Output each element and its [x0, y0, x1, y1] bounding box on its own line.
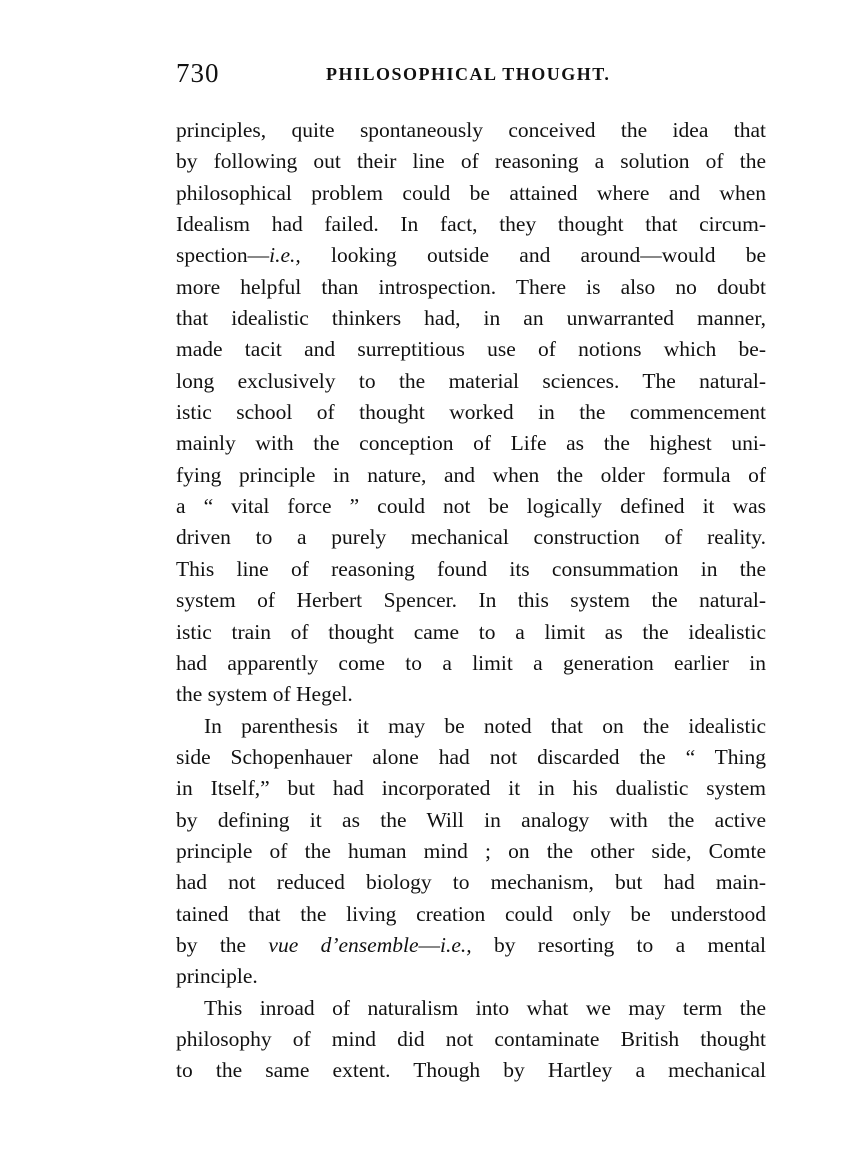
text-fragment: looking outside and around—would be: [300, 243, 766, 268]
text-line: system of Herbert Spencer. In this system the natural-: [176, 588, 766, 613]
italic-abbreviation: i.e.,: [269, 243, 301, 268]
text-fragment: spection—: [176, 243, 270, 268]
text-line: the system of Hegel.: [176, 682, 353, 707]
text-line: This inroad of naturalism into what we may term the: [204, 995, 766, 1020]
text-line: driven to a purely mechanical construction of reality.: [176, 525, 766, 550]
text-line: that idealistic thinkers had, in an unwarranted manner,: [176, 306, 766, 331]
text-line: istic train of thought came to a limit as the idealistic: [176, 619, 766, 644]
text-line: principle.: [176, 964, 258, 989]
page-number: 730: [176, 58, 220, 88]
body-text: [176, 115, 766, 1087]
text-line: by defining it as the Will in analogy with the active: [176, 807, 766, 832]
text-line: in Itself,” but had incorporated it in his dualistic system: [176, 776, 766, 801]
text-line: a “ vital force ” could not be logically defined it was: [176, 494, 766, 519]
running-head: PHILOSOPHICAL THOUGHT.: [326, 64, 611, 84]
text-line: principles, quite spontaneously conceived the idea that: [176, 118, 766, 142]
text-line: mainly with the conception of Life as the highest uni-: [176, 431, 766, 456]
text-fragment: by resorting to a mental: [471, 932, 766, 957]
italic-abbreviation: i.e.,: [440, 932, 472, 957]
text-line: This line of reasoning found its consummation in the: [176, 556, 766, 581]
italic-phrase: vue d’ensemble: [268, 932, 419, 957]
text-line: had apparently come to a limit a generation earlier in: [176, 650, 766, 675]
text-line: In parenthesis it may be noted that on the idealistic: [204, 713, 766, 738]
text-line: tained that the living creation could only be understood: [176, 901, 766, 926]
text-line: principle of the human mind ; on the other side, Comte: [176, 838, 766, 863]
text-line: [176, 240, 766, 271]
text-fragment: —: [418, 932, 440, 957]
text-fragment: by the: [176, 932, 269, 957]
text-line: made tacit and surreptitious use of notions which be-: [176, 337, 766, 362]
text-line: istic school of thought worked in the commencement: [176, 400, 766, 425]
text-line: philosophy of mind did not contaminate British thought: [176, 1026, 766, 1051]
text-line: fying principle in nature, and when the older formula of: [176, 462, 766, 487]
text-line: by following out their line of reasoning a solution of the: [176, 149, 766, 174]
text-line: [176, 930, 766, 961]
text-line: side Schopenhauer alone had not discarded the “ Thing: [176, 744, 766, 769]
text-line: had not reduced biology to mechanism, but had main-: [176, 870, 766, 895]
text-line: long exclusively to the material sciences. The natural-: [176, 368, 766, 393]
text-line: more helpful than introspection. There is also no doubt: [176, 274, 766, 299]
text-line: Idealism had failed. In fact, they thought that circum-: [176, 212, 766, 237]
text-line: to the same extent. Though by Hartley a mechanical: [176, 1058, 766, 1083]
page-header: [176, 58, 766, 92]
text-line: philosophical problem could be attained where and when: [176, 180, 766, 205]
